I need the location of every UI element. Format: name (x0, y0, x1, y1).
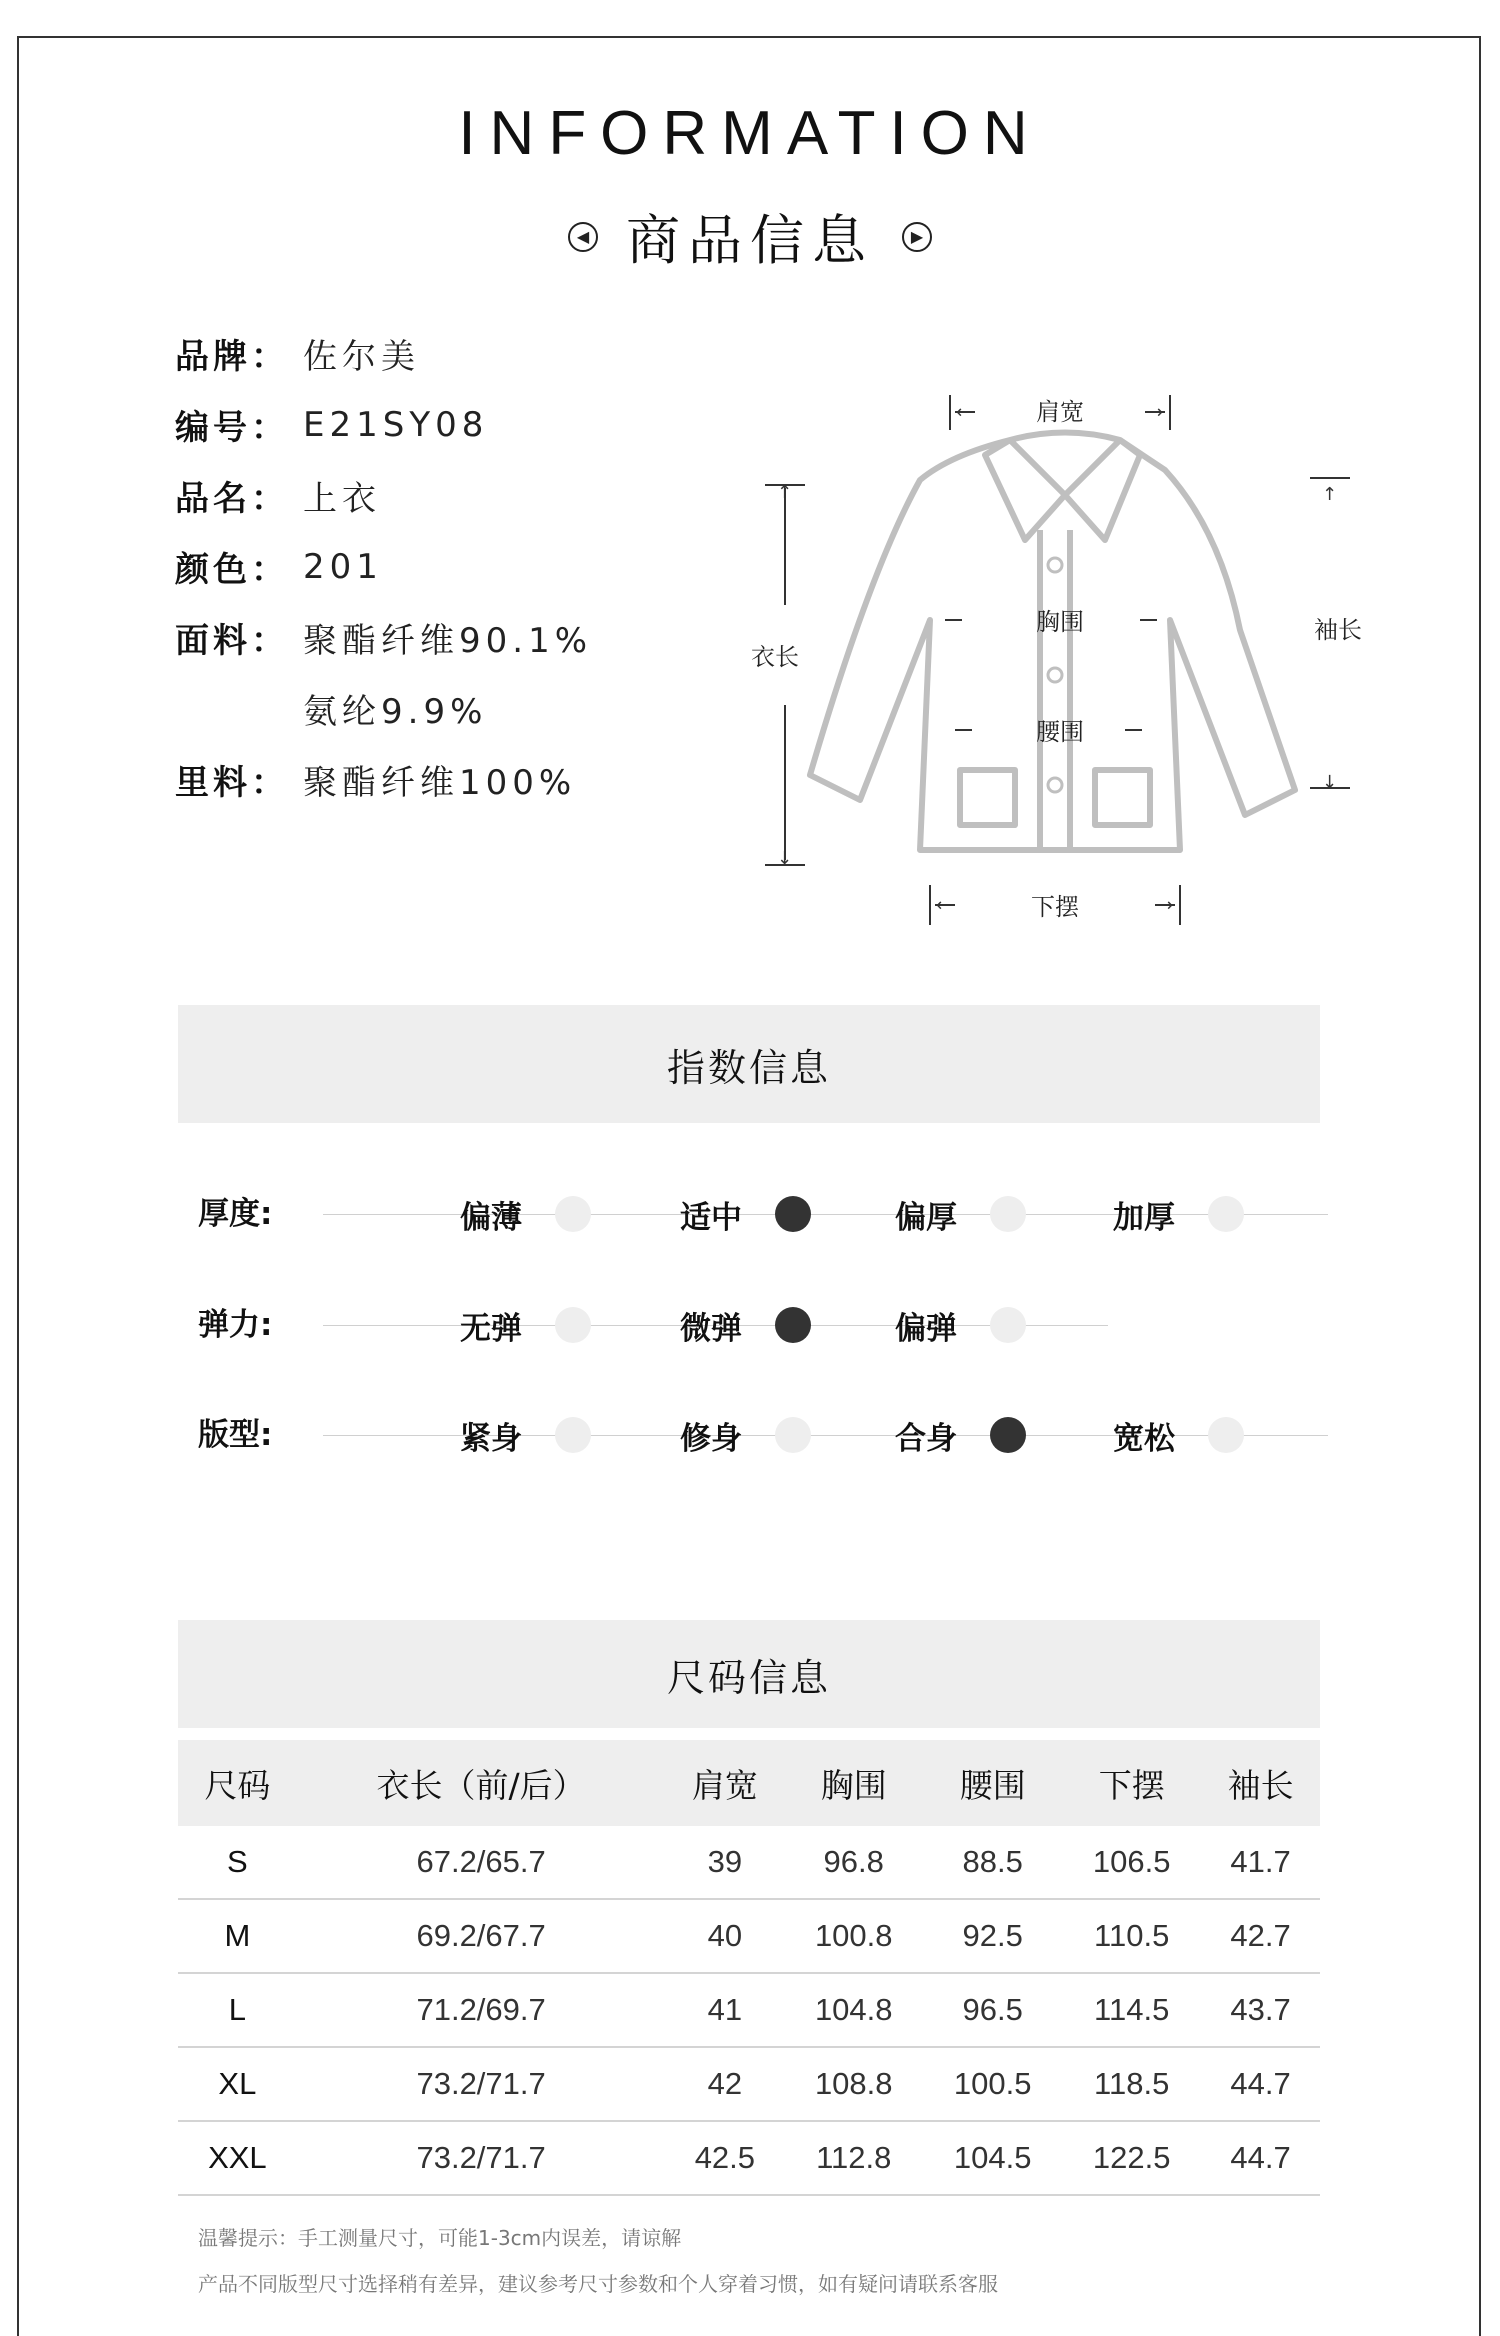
index-option (895, 1415, 1026, 1455)
index-label: 版型: (198, 1417, 273, 1453)
table-cell: 73.2/71.7 (297, 2121, 666, 2195)
table-cell: XL (178, 2047, 297, 2121)
tip-line-2: 产品不同版型尺寸选择稍有差异，建议参考尺寸参数和个人穿着习惯，如有疑问请联系客服 (198, 2272, 998, 2296)
table-cell: 43.7 (1201, 1973, 1320, 2047)
table-cell: 39 (665, 1826, 784, 1899)
arrow-down-icon: ↓ (777, 848, 793, 869)
table-cell: 40 (665, 1899, 784, 1973)
arrow-right-icon: → (1158, 895, 1174, 916)
info-row-code (175, 389, 592, 460)
info-row-lining (175, 744, 592, 815)
table-cell: 122.5 (1062, 2121, 1201, 2195)
table-cell: 67.2/65.7 (297, 1826, 666, 1899)
index-option (460, 1305, 591, 1345)
option-dot (1208, 1417, 1244, 1453)
table-cell: 104.8 (784, 1973, 923, 2047)
info-row-fabric (175, 602, 592, 673)
table-cell: 71.2/69.7 (297, 1973, 666, 2047)
table-cell: 73.2/71.7 (297, 2047, 666, 2121)
table-cell: S (178, 1826, 297, 1899)
table-cell: 108.8 (784, 2047, 923, 2121)
title-cn-row (0, 198, 1500, 275)
option-label: 微弹 (680, 1310, 742, 1347)
option-dot (990, 1196, 1026, 1232)
index-option (680, 1305, 811, 1345)
option-dot (990, 1307, 1026, 1343)
label-shoulder: 肩宽 (1036, 398, 1084, 426)
info-value: 氨纶9.9% (303, 692, 488, 732)
label-hem: 下摆 (1031, 893, 1079, 921)
info-value: 聚酯纤维100% (303, 763, 577, 803)
index-label: 厚度: (198, 1196, 273, 1232)
info-row-brand (175, 318, 592, 389)
arrow-up-icon: ↑ (777, 482, 793, 503)
column-header: 尺码 (178, 1740, 297, 1826)
option-label: 宽松 (1113, 1420, 1175, 1457)
table-cell: 42 (665, 2047, 784, 2121)
option-label: 无弹 (460, 1310, 522, 1347)
arrow-down-icon: ↓ (1322, 772, 1338, 793)
table-cell: 44.7 (1201, 2047, 1320, 2121)
index-row-elasticity (198, 1305, 1328, 1345)
title-cn: 商品信息 (626, 209, 874, 272)
index-row-thickness (198, 1194, 1328, 1234)
table-cell: 114.5 (1062, 1973, 1201, 2047)
index-section-title: 指数信息 (178, 1005, 1320, 1123)
table-row (178, 1973, 1320, 2047)
option-dot (555, 1307, 591, 1343)
label-length: 衣长 (751, 643, 799, 671)
table-row (178, 1826, 1320, 1899)
table-cell: L (178, 1973, 297, 2047)
info-value: 201 (303, 546, 383, 587)
right-arrow-icon: ▶ (902, 222, 932, 252)
table-cell: 118.5 (1062, 2047, 1201, 2121)
table-cell: 92.5 (923, 1899, 1062, 1973)
label-chest: 胸围 (1036, 608, 1084, 636)
info-key: 颜色： (175, 550, 289, 590)
index-option (895, 1305, 1026, 1345)
info-value: 聚酯纤维90.1% (303, 621, 593, 661)
table-cell: 110.5 (1062, 1899, 1201, 1973)
arrow-left-icon: ← (936, 895, 952, 916)
measure-labels (751, 398, 1362, 921)
arrow-up-icon: ↑ (1322, 484, 1338, 505)
table-cell: 41 (665, 1973, 784, 2047)
column-header: 胸围 (784, 1740, 923, 1826)
table-row (178, 2121, 1320, 2195)
size-section-title: 尺码信息 (178, 1620, 1320, 1728)
option-label: 偏厚 (895, 1199, 957, 1236)
option-label: 加厚 (1113, 1199, 1175, 1236)
info-value: 上衣 (303, 479, 381, 519)
index-option (460, 1194, 591, 1234)
table-cell: 104.5 (923, 2121, 1062, 2195)
option-dot (1208, 1196, 1244, 1232)
option-label: 修身 (680, 1420, 742, 1457)
option-dot (775, 1417, 811, 1453)
option-dot-selected (775, 1196, 811, 1232)
table-cell: 44.7 (1201, 2121, 1320, 2195)
column-header: 肩宽 (665, 1740, 784, 1826)
index-option (1113, 1194, 1244, 1234)
option-label: 合身 (895, 1420, 957, 1457)
table-row (178, 2047, 1320, 2121)
title-en: INFORMATION (458, 99, 1042, 168)
index-option (680, 1415, 811, 1455)
index-option (460, 1415, 591, 1455)
jacket-diagram (720, 370, 1380, 940)
column-header: 腰围 (923, 1740, 1062, 1826)
index-option (895, 1194, 1026, 1234)
info-row-color (175, 531, 592, 602)
info-key: 品名： (175, 479, 289, 519)
table-cell: 96.8 (784, 1826, 923, 1899)
table-cell: 41.7 (1201, 1826, 1320, 1899)
table-cell: 69.2/67.7 (297, 1899, 666, 1973)
arrow-right-icon: → (1148, 402, 1164, 423)
option-dot-selected (990, 1417, 1026, 1453)
label-sleeve: 袖长 (1314, 616, 1362, 644)
table-cell: 112.8 (784, 2121, 923, 2195)
table-cell: 96.5 (923, 1973, 1062, 2047)
option-dot (555, 1196, 591, 1232)
table-row (178, 1899, 1320, 1973)
option-label: 适中 (680, 1199, 742, 1236)
table-cell: 100.5 (923, 2047, 1062, 2121)
option-label: 偏弹 (895, 1310, 957, 1347)
arrow-left-icon: ← (956, 402, 972, 423)
table-cell: 42.5 (665, 2121, 784, 2195)
index-option (680, 1194, 811, 1234)
option-dot (555, 1417, 591, 1453)
column-header: 袖长 (1201, 1740, 1320, 1826)
table-cell: XXL (178, 2121, 297, 2195)
product-info-list (175, 318, 592, 815)
info-key: 编号： (175, 408, 289, 448)
index-row-fit (198, 1415, 1328, 1455)
size-table (178, 1740, 1320, 2196)
table-cell: 100.8 (784, 1899, 923, 1973)
table-cell: 106.5 (1062, 1826, 1201, 1899)
label-waist: 腰围 (1036, 718, 1084, 746)
info-key: 里料： (175, 763, 289, 803)
info-row-fabric-2 (175, 673, 592, 744)
info-row-name (175, 460, 592, 531)
info-value: E21SY08 (303, 404, 489, 445)
info-value: 佐尔美 (303, 337, 420, 377)
index-label: 弹力: (198, 1307, 273, 1343)
measure-lines (765, 395, 1350, 925)
option-label: 紧身 (460, 1420, 522, 1457)
info-key: 面料： (175, 621, 289, 661)
size-table-header (178, 1740, 1320, 1826)
button-icons (1048, 558, 1062, 792)
index-option (1113, 1415, 1244, 1455)
column-header: 下摆 (1062, 1740, 1201, 1826)
option-label: 偏薄 (460, 1199, 522, 1236)
tip-line-1: 温馨提示：手工测量尺寸，可能1-3cm内误差，请谅解 (198, 2226, 682, 2250)
info-key: 品牌： (175, 337, 289, 377)
left-arrow-icon: ◀ (568, 222, 598, 252)
table-cell: 42.7 (1201, 1899, 1320, 1973)
table-cell: M (178, 1899, 297, 1973)
option-dot-selected (775, 1307, 811, 1343)
table-cell: 88.5 (923, 1826, 1062, 1899)
column-header: 衣长（前/后） (297, 1740, 666, 1826)
